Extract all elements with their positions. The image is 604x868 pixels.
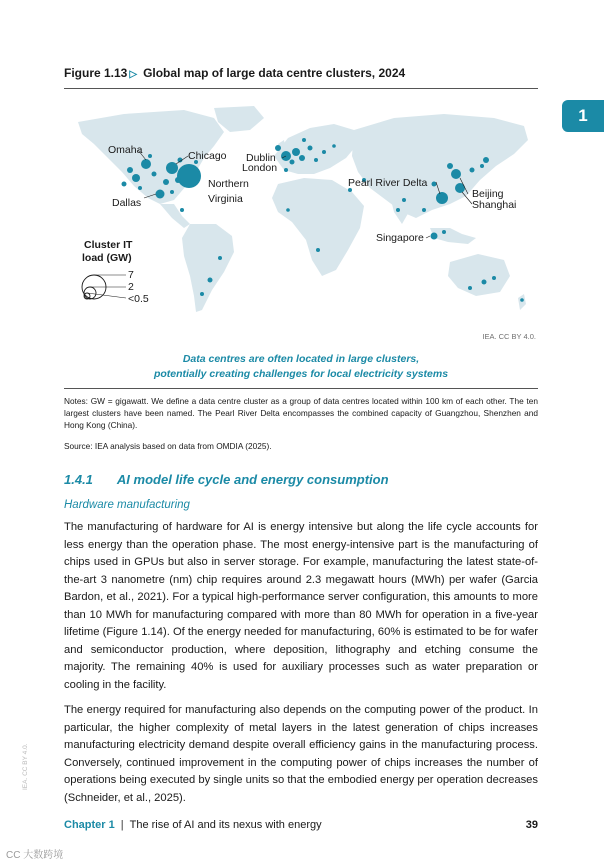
city-label-virginia: Virginia xyxy=(208,193,243,205)
city-label-beijing: Beijing xyxy=(472,188,504,200)
body-paragraph-2: The energy required for manufacturing also depends on the computing power of the product. In particular, the higher complexity of metal layers in the latest generation of chips increases manufacturing electricity demand despite overall efficiency gains in the manufacturing process. Conversely, continued improvement in the computing power of chips increases the number of operations being executed by single units so that the embodied energy per operation decreases (Schneider, et al., 2025). xyxy=(64,704,538,804)
city-label-dallas: Dallas xyxy=(112,197,142,209)
city-label-london: London xyxy=(242,162,278,174)
city-label-singapore: Singapore xyxy=(376,232,424,244)
cluster-bubble xyxy=(470,168,475,173)
land-masses xyxy=(78,106,528,312)
cluster-bubble xyxy=(152,172,157,177)
cluster-bubble xyxy=(200,292,204,296)
land-new-zealand xyxy=(518,294,526,310)
cluster-bubble xyxy=(468,286,472,290)
cluster-bubble xyxy=(447,163,453,169)
cluster-bubble xyxy=(127,167,133,173)
world-map xyxy=(64,100,538,340)
cluster-bubble xyxy=(432,182,437,187)
cluster-bubble-northern-virginia xyxy=(177,164,201,188)
page-number: 39 xyxy=(525,819,538,831)
cluster-bubble xyxy=(175,177,181,183)
cluster-bubble xyxy=(132,174,140,182)
city-label-pearl-river-delta: Pearl River Delta xyxy=(348,177,428,189)
cluster-bubble xyxy=(482,280,487,285)
cluster-bubble xyxy=(170,190,174,194)
side-credit: IEA. CC BY 4.0. xyxy=(22,743,29,790)
watermark: CC 大数跨境 xyxy=(6,850,64,861)
cluster-bubble xyxy=(218,256,222,260)
cluster-bubble xyxy=(180,208,184,212)
cluster-bubble xyxy=(492,276,496,280)
legend-title-line1: Cluster IT xyxy=(84,239,133,251)
city-label-northern: Northern xyxy=(208,178,249,190)
figure-caption xyxy=(64,352,538,382)
cluster-bubble xyxy=(480,164,484,168)
figure-source: Source: IEA analysis based on data from OMDIA (2025). xyxy=(64,441,272,451)
caption-line1: Data centres are often located in large clusters, xyxy=(182,353,420,365)
section-number: 1.4.1 xyxy=(64,472,93,487)
cluster-bubble xyxy=(422,208,426,212)
cluster-bubble xyxy=(396,208,400,212)
footer-chapter: Chapter 1 xyxy=(64,819,115,831)
subsection-heading: Hardware manufacturing xyxy=(64,499,190,511)
cluster-bubble xyxy=(286,208,290,212)
legend-title-line2: load (GW) xyxy=(82,252,132,264)
cluster-bubble xyxy=(308,146,313,151)
figure-label: Figure 1.13 xyxy=(64,66,128,80)
cluster-bubble xyxy=(402,198,406,202)
world-map-svg xyxy=(64,100,538,340)
cluster-bubble-beijing xyxy=(451,169,461,179)
cluster-bubble xyxy=(299,155,305,161)
cluster-bubble xyxy=(290,160,295,165)
land-central-america xyxy=(160,204,190,228)
legend-size-2: 2 xyxy=(128,281,134,293)
cluster-bubble-singapore xyxy=(431,233,438,240)
land-africa xyxy=(272,178,364,276)
land-south-america xyxy=(182,224,234,312)
cluster-bubble-omaha xyxy=(141,159,151,169)
figure-bottom-rule xyxy=(64,388,538,389)
figure-title xyxy=(64,66,405,80)
cluster-bubble xyxy=(292,148,300,156)
cluster-bubble xyxy=(520,298,524,302)
cluster-bubble xyxy=(148,154,152,158)
cluster-bubble xyxy=(163,179,169,185)
cluster-bubble xyxy=(332,144,336,148)
cluster-bubble xyxy=(208,278,213,283)
cluster-bubble xyxy=(284,168,288,172)
legend-size-small: <0.5 xyxy=(128,293,149,305)
cluster-bubble-dallas xyxy=(156,190,165,199)
land-europe xyxy=(274,124,356,174)
cluster-bubble xyxy=(316,248,320,252)
cluster-bubble xyxy=(442,230,446,234)
figure-top-rule xyxy=(64,88,538,89)
page-footer xyxy=(64,819,538,831)
section-title: AI model life cycle and energy consumption xyxy=(116,472,389,487)
cluster-bubble xyxy=(314,158,318,162)
cluster-bubble xyxy=(322,150,326,154)
size-legend xyxy=(82,239,149,305)
cluster-bubble xyxy=(122,182,127,187)
cluster-bubble xyxy=(138,186,142,190)
cluster-bubble-dublin xyxy=(275,145,281,151)
triangle-icon: ▷ xyxy=(129,69,138,80)
cluster-bubble xyxy=(483,157,489,163)
footer-separator: | xyxy=(120,819,124,831)
city-label-shanghai: Shanghai xyxy=(472,199,517,211)
section-heading xyxy=(64,472,389,487)
legend-size-7: 7 xyxy=(128,269,134,281)
cluster-bubble-pearl-river-delta xyxy=(436,192,448,204)
city-label-dublin: Dublin xyxy=(246,152,276,164)
figure-notes: Notes: GW = gigawatt. We define a data centre cluster as a group of data centres located within 100 km of each other. The ten largest clusters have been named. The Pearl River Delta encompasses the combined capacity of Guangzhou, Shenzhen and Hong Kong (China). xyxy=(64,396,538,430)
city-label-chicago: Chicago xyxy=(188,150,227,162)
land-greenland xyxy=(214,106,264,132)
cluster-bubble xyxy=(302,138,306,142)
caption-line2: potentially creating challenges for local electricity systems xyxy=(153,368,449,380)
city-label-omaha: Omaha xyxy=(108,144,143,156)
land-australia xyxy=(448,254,510,296)
footer-title: The rise of AI and its nexus with energy xyxy=(129,819,322,831)
body-paragraph-1: The manufacturing of hardware for AI is energy intensive but along the life cycle accounts for less energy than the operation phase. The most energy-intensive part is the manufacturing of chips used in GPUs but also in server storage. For example, manufacturing the latest state-of-the-art 3 nanometre (nm) chip requires around 2.3 megawatt hours (MWh) per wafer (Garcia Bardon, et al., 2021). For a typical high-performance server configuration, this amounts to more than 10 MWh for manufacturing compared with more than 80 MWh for operation in a five-year lifetime (Figure 1.14). Of the energy needed for manufacturing, 60% is estimated to be for wafer and semiconductor production, where deposition, lithography and etching consume the majority. The remaining 40% is used for auxiliary processes such as water preparation or cooling in the facility. xyxy=(64,521,538,691)
figure-title-text: Global map of large data centre clusters, 2024 xyxy=(143,66,406,80)
map-credit: IEA. CC BY 4.0. xyxy=(482,332,536,341)
chapter-tab[interactable]: 1 xyxy=(562,100,604,132)
